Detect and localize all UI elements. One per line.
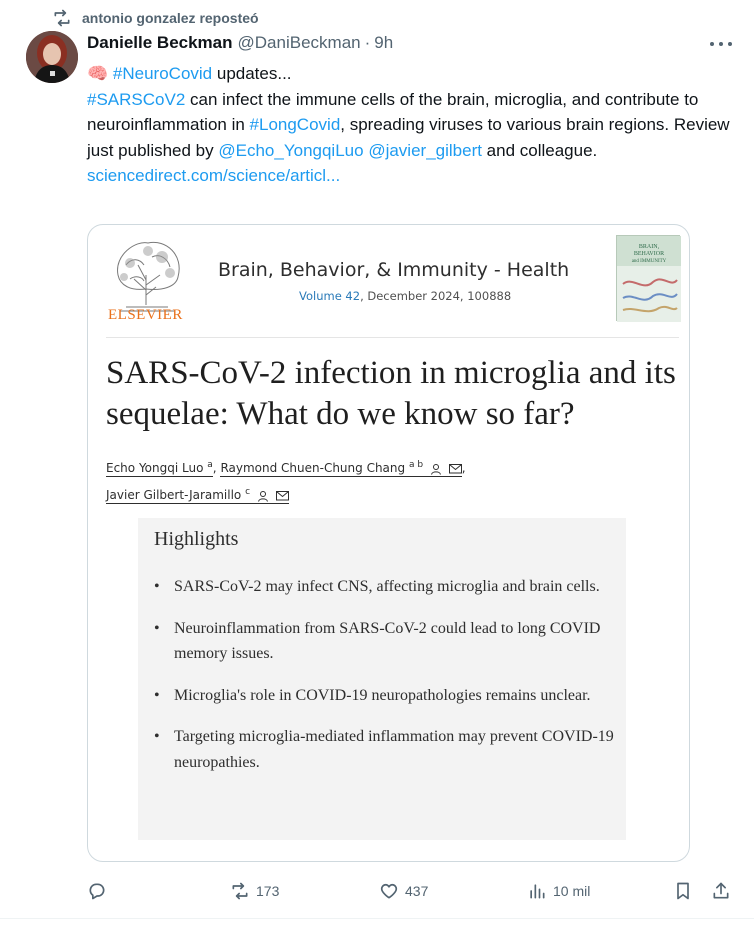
- highlights-title: Highlights: [154, 528, 239, 550]
- hashtag-neurocovid[interactable]: #NeuroCovid: [112, 64, 213, 83]
- like-count: 437: [405, 883, 429, 899]
- highlight-item: • Microglia's role in COVID-19 neuropathologies remains unclear.: [154, 683, 614, 709]
- journal-volume: [299, 289, 511, 303]
- author-1: [106, 461, 213, 477]
- bookmark-icon: [673, 881, 693, 901]
- bookmark-button[interactable]: [673, 876, 693, 906]
- repost-count: 173: [256, 883, 280, 899]
- repost-button[interactable]: [230, 876, 279, 906]
- views-count: 10 mil: [553, 883, 591, 899]
- tweet-text-segment: , spreading viruses to various brain regions. Review just published by: [87, 115, 730, 160]
- volume-link: Volume 42: [299, 289, 361, 303]
- author-comma: ,: [212, 461, 217, 475]
- highlight-item: • Neuroinflammation from SARS-CoV-2 could lead to long COVID memory issues.: [154, 616, 614, 667]
- author-list: [106, 453, 666, 507]
- person-icon: [257, 490, 269, 502]
- paper-title: SARS-CoV-2 infection in microglia and its sequelae: What do we know so far?: [106, 355, 676, 432]
- reply-icon: [87, 881, 107, 901]
- highlight-item: • SARS-CoV-2 may infect CNS, affecting microglia and brain cells.: [154, 574, 614, 600]
- author-name: Echo Yongqi Luo: [106, 461, 204, 475]
- media-card[interactable]: [87, 224, 690, 862]
- like-button[interactable]: [379, 876, 428, 906]
- mail-icon: [449, 463, 462, 474]
- mail-icon: [276, 490, 289, 501]
- tweet-time[interactable]: 9h: [374, 33, 394, 52]
- highlight-item: • Targeting microglia-mediated inflammation may prevent COVID-19 neuropathies.: [154, 724, 614, 775]
- tweet-divider: [0, 918, 754, 919]
- highlights-list: [154, 574, 614, 791]
- like-icon: [379, 881, 399, 901]
- tweet-header: [87, 33, 734, 53]
- repost-icon: [52, 8, 72, 28]
- separator-dot: ·: [364, 33, 371, 52]
- more-icon[interactable]: [710, 34, 732, 54]
- publisher-logo-text: ELSEVIER: [108, 307, 183, 323]
- reply-button[interactable]: [87, 876, 113, 906]
- article-link[interactable]: sciencedirect.com/science/articl...: [87, 166, 341, 185]
- affiliation-sup: c: [245, 487, 251, 497]
- tweet-text-segment: can infect the immune cells of the brain, microglia, and contribute to neuroinflammation in: [87, 89, 699, 134]
- affiliation-sup: a b: [408, 460, 424, 470]
- repost-icon: [230, 881, 250, 901]
- hashtag-sarscov2[interactable]: #SARSCoV2: [87, 89, 186, 109]
- author-name[interactable]: Danielle Beckman: [87, 33, 233, 52]
- hashtag-longcovid[interactable]: #LongCovid: [249, 115, 341, 134]
- author-2: [220, 461, 461, 477]
- tweet-text-segment: and colleague.: [481, 140, 598, 160]
- mention-javier[interactable]: @javier_gilbert: [368, 140, 482, 160]
- brain-emoji: 🧠: [87, 64, 109, 83]
- volume-date: , December 2024, 100888: [360, 289, 512, 303]
- author-comma: ,: [461, 461, 466, 475]
- views-icon: [527, 881, 547, 901]
- journal-title: Brain, Behavior, & Immunity - Health: [218, 259, 570, 281]
- tweet-text-segment: updates...: [212, 64, 292, 83]
- highlights-box: [138, 518, 626, 840]
- share-button[interactable]: [711, 876, 731, 906]
- card-divider: [106, 337, 679, 338]
- person-icon: [430, 463, 442, 475]
- author-name: Javier Gilbert-Jaramillo: [106, 488, 242, 502]
- repost-text: antonio gonzalez reposteó: [82, 10, 259, 26]
- author-name: Raymond Chuen-Chung Chang: [220, 461, 406, 475]
- author-handle[interactable]: @DaniBeckman: [237, 33, 361, 52]
- svg-text:BEHAVIOR: BEHAVIOR: [633, 251, 665, 257]
- share-icon: [711, 881, 731, 901]
- author-3: [106, 488, 289, 504]
- action-bar: [87, 876, 737, 906]
- journal-cover-image: [616, 235, 680, 321]
- svg-text:and IMMUNITY: and IMMUNITY: [631, 259, 667, 264]
- svg-text:BRAIN,: BRAIN,: [638, 244, 660, 250]
- avatar[interactable]: [26, 31, 78, 83]
- mention-echo[interactable]: @Echo_YongqiLuo: [218, 140, 364, 160]
- repost-indicator[interactable]: [52, 8, 259, 28]
- views-button[interactable]: [527, 876, 590, 906]
- tweet-text: [87, 61, 737, 189]
- affiliation-sup: a: [207, 460, 213, 470]
